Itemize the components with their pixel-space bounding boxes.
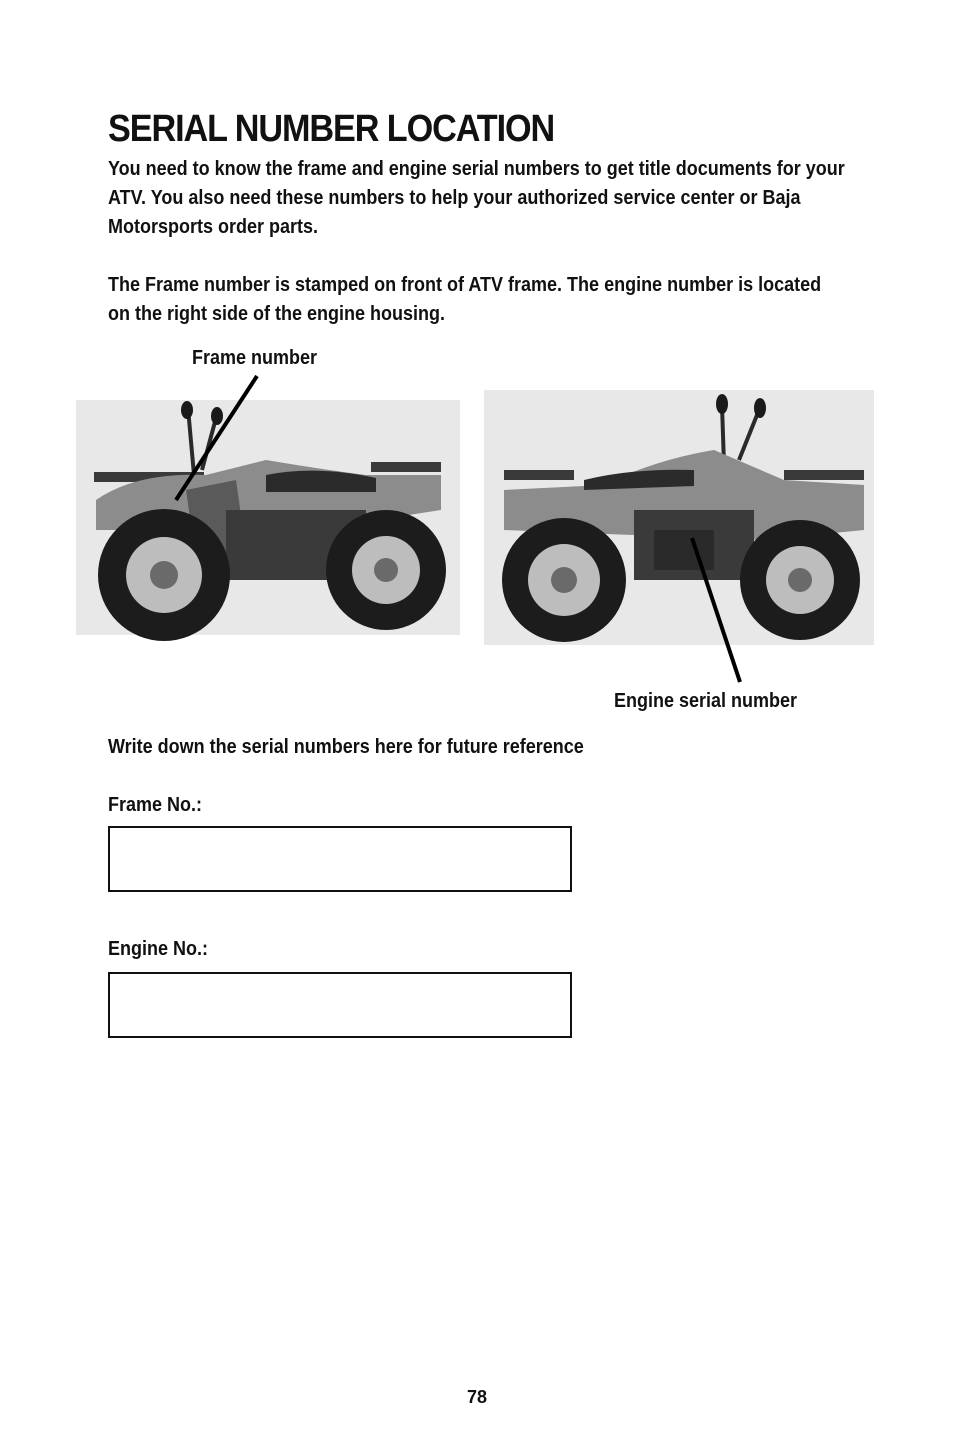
rear-wheel-icon [502,518,626,642]
atv-right-photo [484,390,874,645]
engine-no-label: Engine No.: [108,938,208,960]
atv-left-photo [76,380,460,640]
page-title: SERIAL NUMBER LOCATION [108,108,555,150]
rear-wheel-icon [326,510,446,630]
page-number: 78 [466,1387,488,1407]
frame-no-label: Frame No.: [108,794,203,816]
intro-paragraph: You need to know the frame and engine serial numbers to get title documents for your ATV. You also need these numbers to help your authorized service center or Baja Motorsports order parts. [108,158,845,238]
front-wheel-icon [98,509,230,641]
engine-serial-callout: Engine serial number [614,690,798,712]
engine-no-field[interactable] [108,972,572,1038]
frame-no-field[interactable] [108,826,572,892]
front-wheel-icon [740,520,860,640]
frame-number-callout: Frame number [192,347,318,369]
record-instruction: Write down the serial numbers here for future reference [108,736,584,758]
location-paragraph: The Frame number is stamped on front of ATV frame. The engine number is located on the right side of the engine housing. [108,274,822,325]
